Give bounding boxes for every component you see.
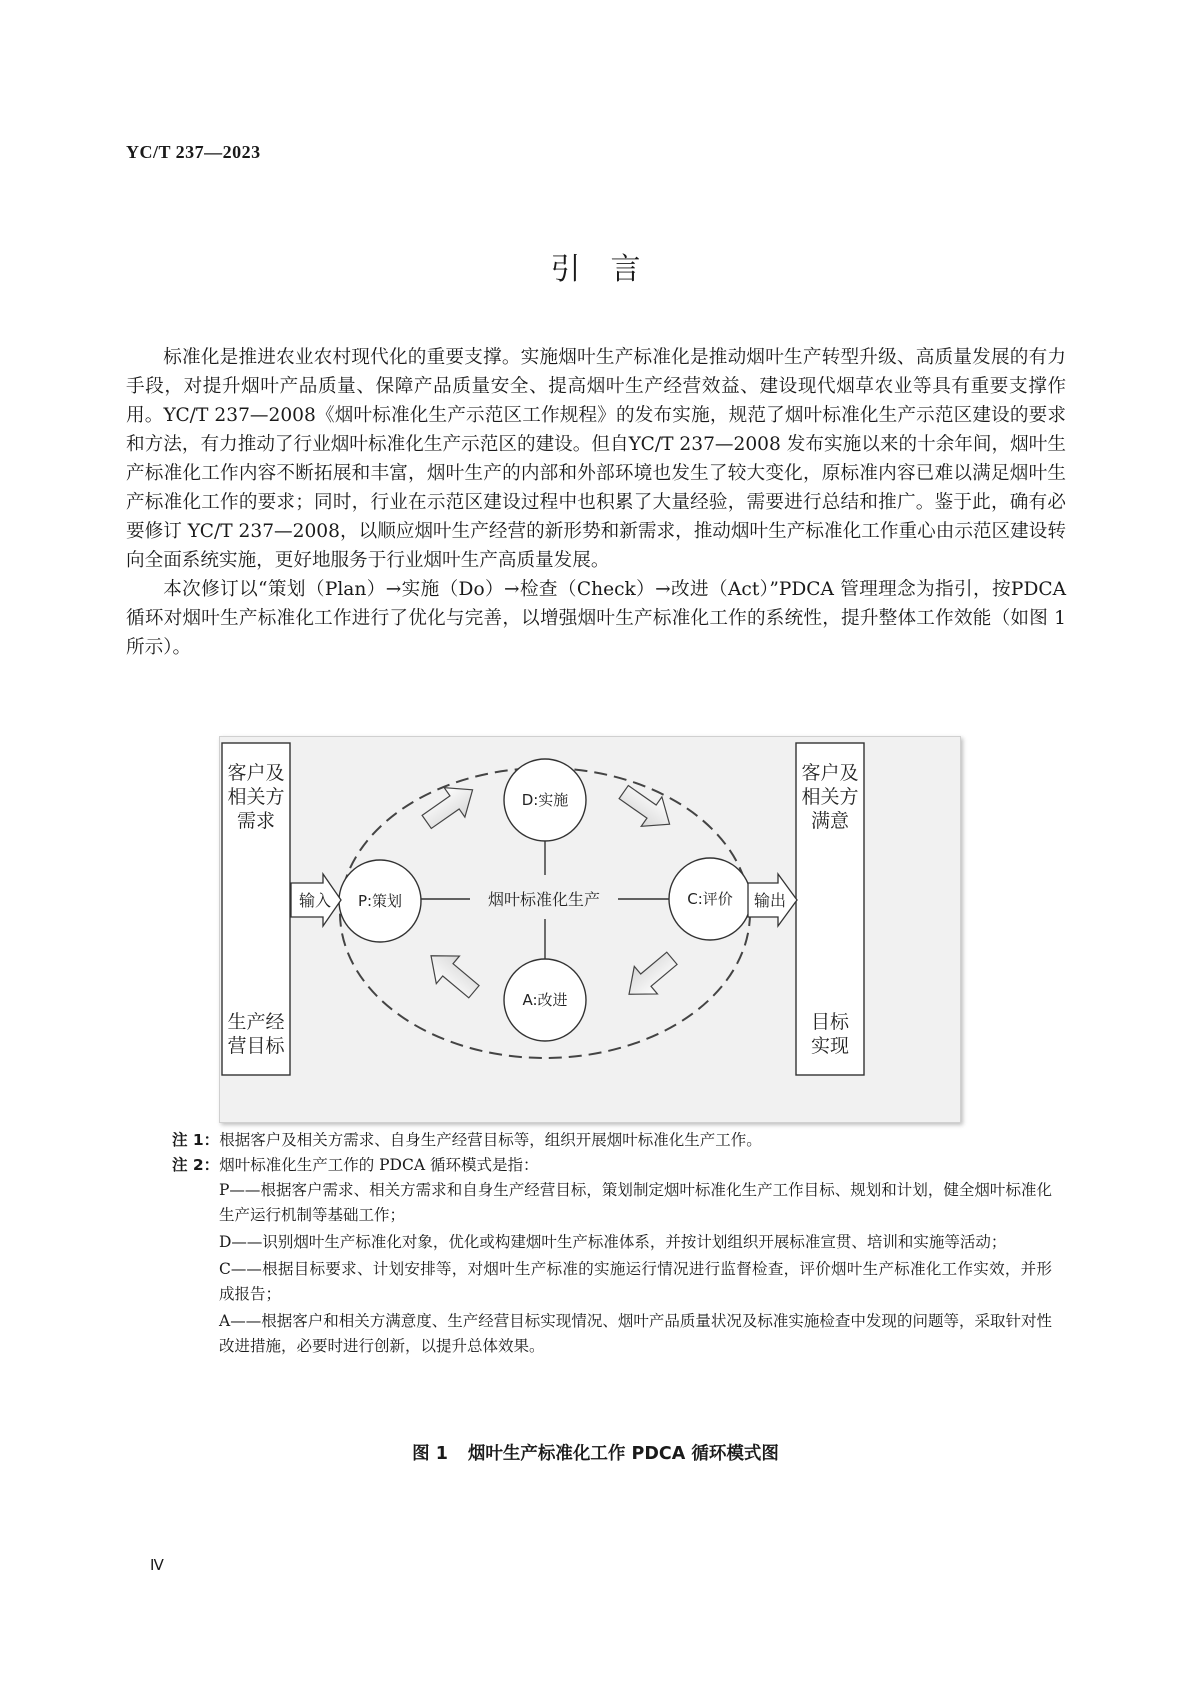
node-d-label: D:实施 — [521, 791, 569, 809]
page-title: 引 言 — [550, 252, 641, 287]
figure-caption — [0, 1440, 1191, 1465]
right-bottom-line-2: 实现 — [810, 1035, 850, 1057]
note-item-p: P——根据客户需求、相关方需求和自身生产经营目标，策划制定烟叶标准化生产工作目标、规划和计划，健全烟叶标准化生产运行机制等基础工作； — [219, 1181, 1052, 1224]
figure-title: 烟叶生产标准化工作 PDCA 循环模式图 — [467, 1444, 779, 1464]
arrow-p-to-d — [416, 775, 483, 837]
left-bottom-line-2: 营目标 — [227, 1035, 285, 1057]
note-item-c: C——根据目标要求、计划安排等，对烟叶生产标准的实施运行情况进行监督检查，评价烟叶生产标准化工作实效，并形成报告； — [219, 1260, 1052, 1303]
figure-notes — [172, 1128, 1052, 1361]
right-top-line-3: 满意 — [810, 810, 850, 832]
arrow-a-to-p — [419, 942, 485, 1006]
right-top-line-1: 客户及 — [801, 762, 859, 784]
note-1-text: 根据客户及相关方需求、自身生产经营目标等，组织开展烟叶标准化生产工作。 — [219, 1131, 762, 1149]
note-2-text: 烟叶标准化生产工作的 PDCA 循环模式是指： — [219, 1156, 539, 1174]
paragraph-1: 标准化是推进农业农村现代化的重要支撑。实施烟叶生产标准化是推动烟叶生产转型升级、高质量发展的有力手段，对提升烟叶产品质量、保障产品质量安全、提高烟叶生产经营效益、建设现代烟草农业等具有重要支撑作用。YC/T 237—2008《烟叶标准化生产示范区工作规程》的发布实施，规范了烟叶标准化生产示范区建设的要求和方法，有力推动了行业烟叶标准化生产示范区的建设。但自YC/T 237—2008 发布实施以来的十余年间，烟叶生产标准化工作内容不断拓展和丰富，烟叶生产的内部和外部环境也发生了较大变化，原标准内容已难以满足烟叶生产标准化工作的要求；同时，行业在示范区建设过程中也积累了大量经验，需要进行总结和推广。鉴于此，确有必要修订 YC/T 237—2008，以顺应烟叶生产经营的新形势和新需求，推动烟叶生产标准化工作重心由示范区建设转向全面系统实施，更好地服务于行业烟叶生产高质量发展。 — [126, 347, 1066, 571]
note-1-label: 注 1： — [172, 1131, 220, 1149]
output-label: 输出 — [753, 891, 787, 910]
paragraph-2: 本次修订以“策划（Plan）→实施（Do）→检查（Check）→改进（Act）”PDCA 管理理念为指引，按PDCA 循环对烟叶生产标准化工作进行了优化与完善，以增强烟叶生产标准化工作的系统性，提升整体工作效能（如图 1 所示）。 — [126, 579, 1066, 658]
note-1 — [172, 1128, 1052, 1153]
left-top-line-1: 客户及 — [227, 762, 285, 784]
introduction-body — [126, 343, 1066, 662]
note-2 — [172, 1153, 1052, 1178]
pdca-diagram — [219, 736, 961, 1123]
left-top-line-2: 相关方 — [227, 786, 285, 808]
left-bottom-line-1: 生产经 — [227, 1011, 285, 1033]
node-a-label: A:改进 — [522, 991, 568, 1009]
note-2-label: 注 2： — [172, 1156, 220, 1174]
node-p-label: P:策划 — [357, 892, 403, 910]
right-bottom-line-1: 目标 — [810, 1011, 850, 1033]
figure-number: 图 1 — [412, 1444, 448, 1464]
node-c-label: C:评价 — [687, 890, 733, 908]
right-top-line-2: 相关方 — [801, 786, 859, 808]
pdca-diagram-svg — [220, 737, 960, 1122]
left-top-line-3: 需求 — [236, 810, 276, 832]
input-label: 输入 — [298, 891, 332, 910]
page-number: Ⅳ — [150, 1558, 164, 1574]
arrow-d-to-c — [613, 777, 680, 839]
center-label: 烟叶标准化生产 — [487, 890, 601, 909]
note-item-a: A——根据客户和相关方满意度、生产经营目标实现情况、烟叶产品质量状况及标准实施检查中发现的问题等，采取针对性改进措施，必要时进行创新，以提升总体效果。 — [219, 1312, 1052, 1355]
note-item-d: D——识别烟叶生产标准化对象，优化或构建烟叶生产标准体系，并按计划组织开展标准宣贯、培训和实施等活动； — [219, 1233, 1007, 1251]
arrow-c-to-a — [617, 944, 683, 1008]
document-code: YC/T 237—2023 — [126, 142, 261, 162]
